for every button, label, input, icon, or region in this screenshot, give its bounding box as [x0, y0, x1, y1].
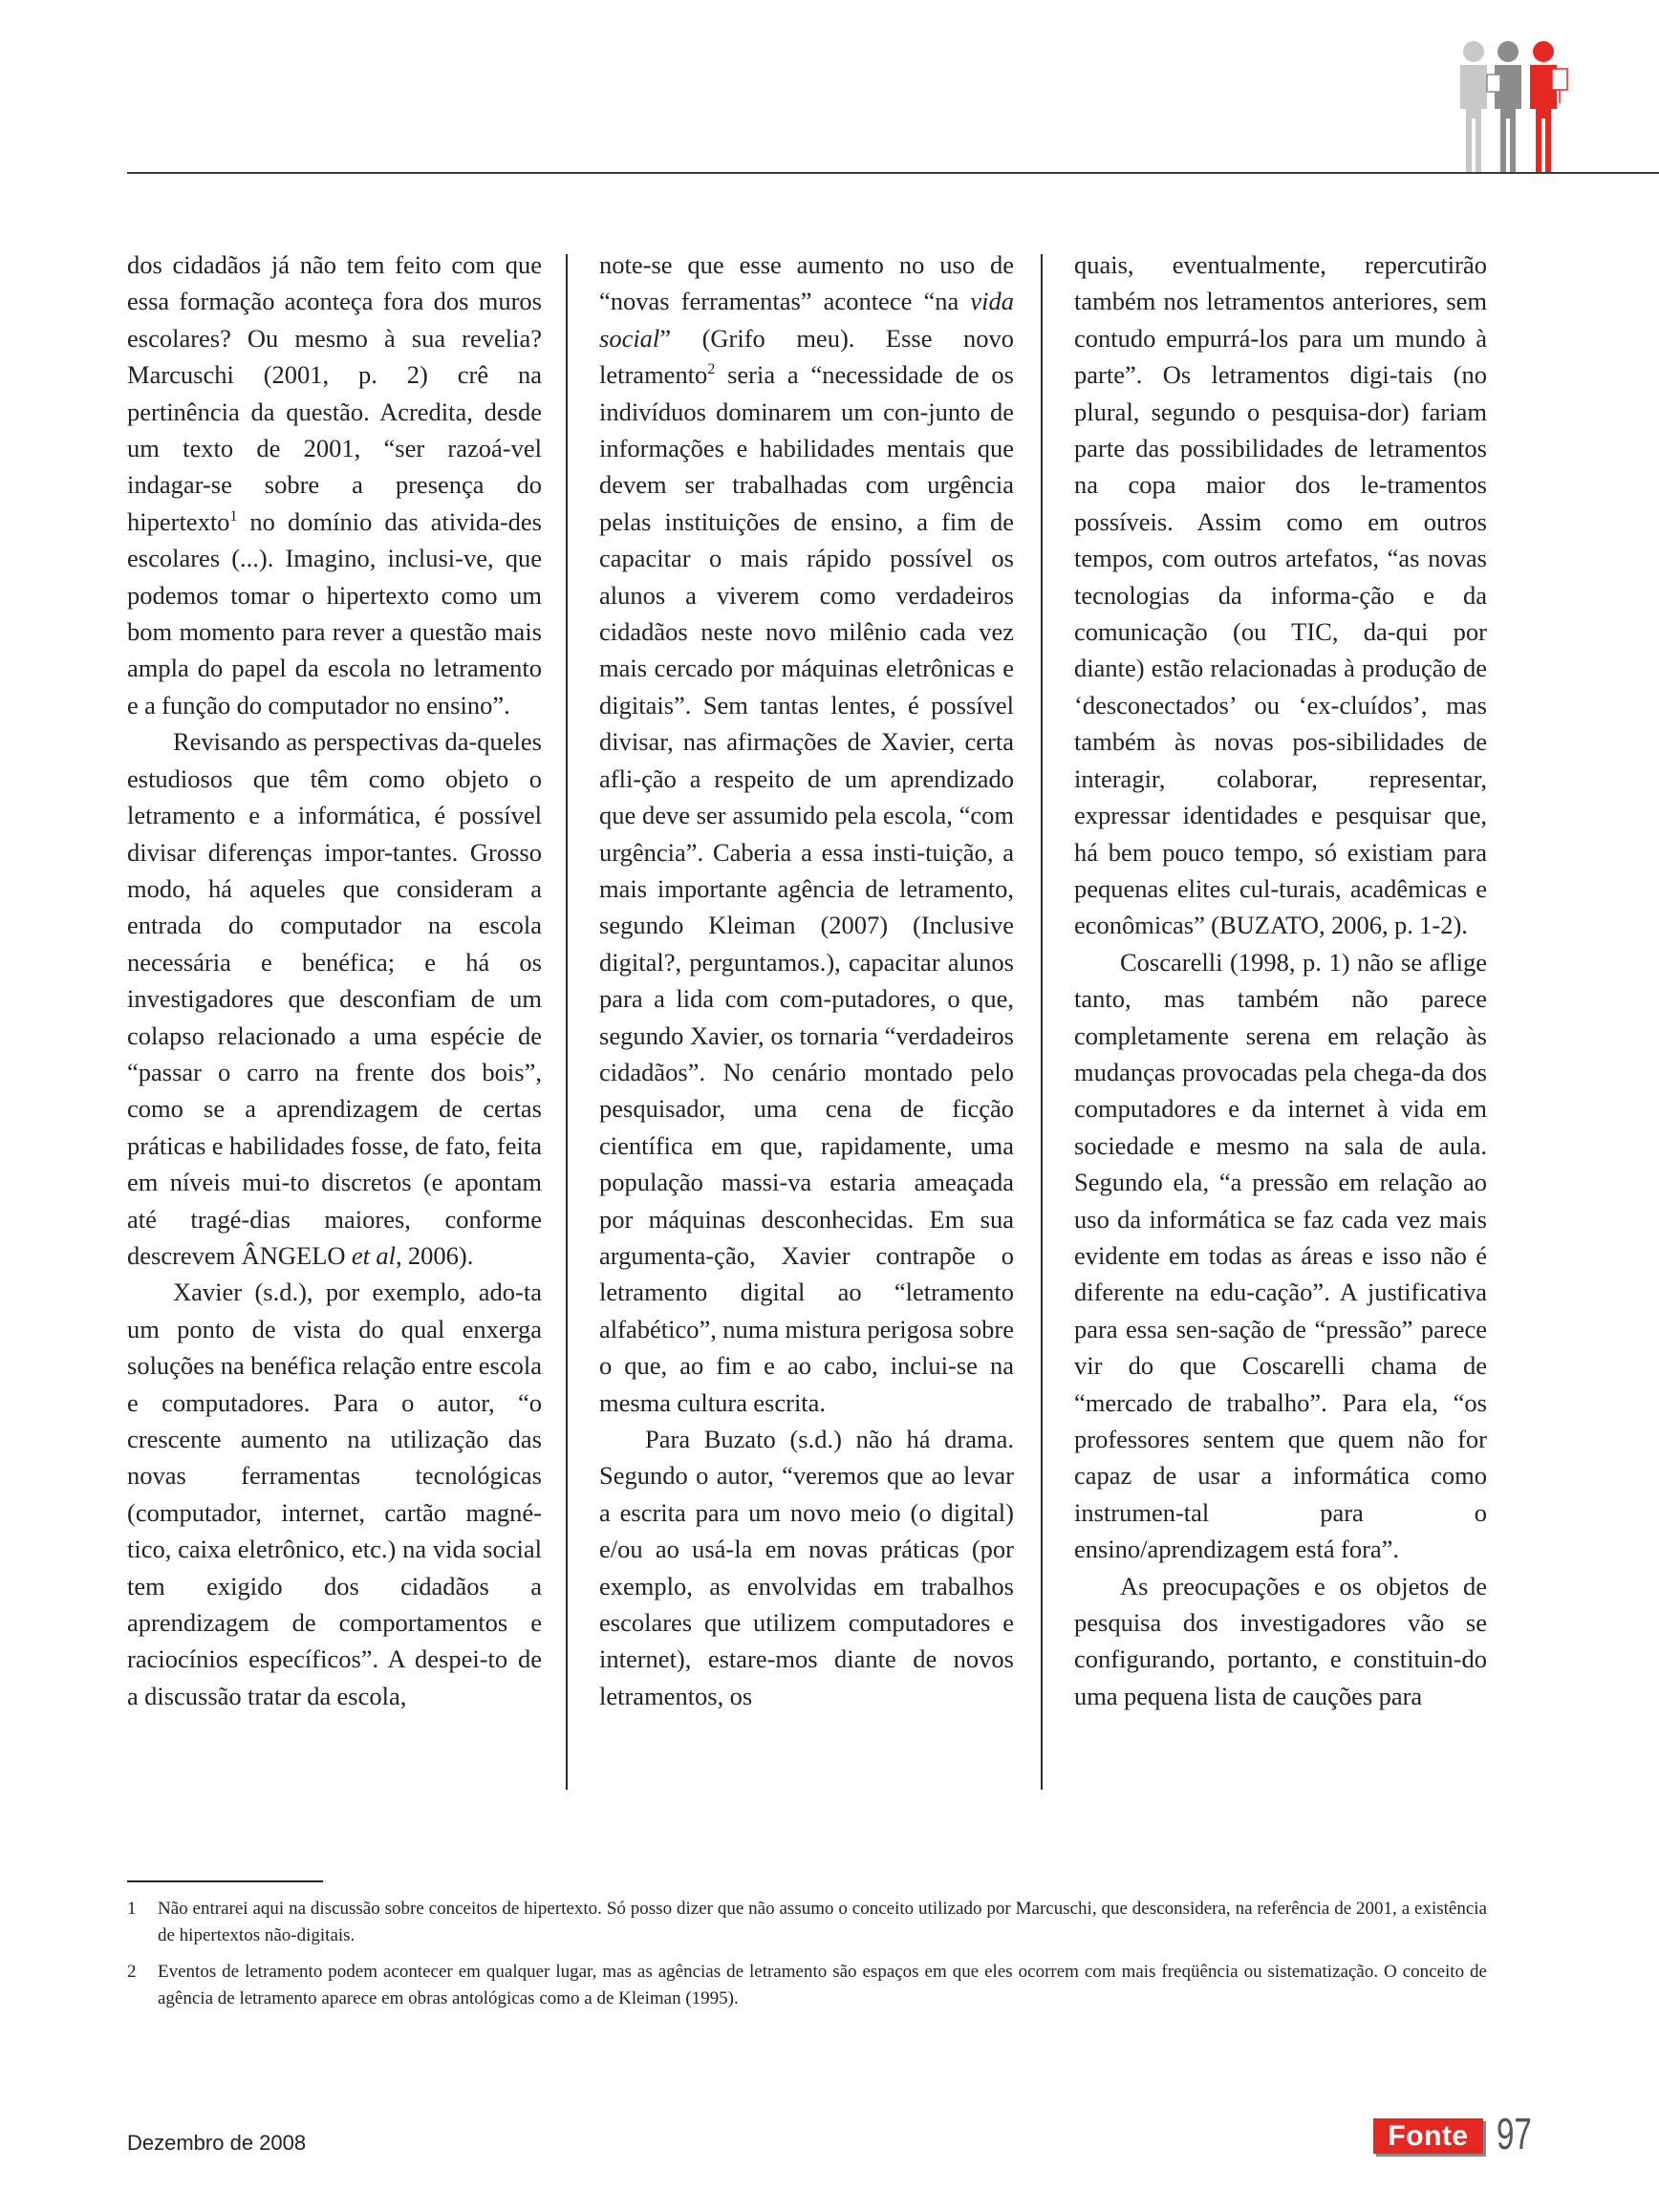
magazine-logo: Fonte	[1373, 2118, 1483, 2154]
footnote-rule	[127, 1880, 323, 1882]
footnote-ref[interactable]: 2	[707, 361, 716, 378]
paragraph: quais, eventualmente, repercutirão também nos letramentos anteriores, sem contudo empurrá-los para um mundo à parte”. Os letramentos digi-tais (no plural, segundo o pesquisa-dor) fariam parte das possibilidades de letramentos na copa maior dos le-tramentos possíveis. Assim como em outros tempos, com outros artefatos, “as novas tecnologias da informa-ção e da comunicação (ou TIC, da-qui por diante) estão relacionadas à produção de ‘desconectados’ ou ‘ex-cluídos’, mas também às novas pos-sibilidades de interagir, colaborar, representar, expressar identidades e pesquisar que, há bem pouco tempo, só existiam para pequenas elites cul-turais, acadêmicas e econômicas” (BUZATO, 2006, p. 1-2).	[1074, 250, 1487, 940]
paragraph: Revisando as perspectivas da-queles estudiosos que têm como objeto o letramento e a informática, é possível divisar diferenças impor-tantes. Grosso modo, há aqueles que consideram a entrada do computador na escola necessária e benéfica; e há os investigadores que desconfiam de um colapso relacionado a uma espécie de “passar o carro na frente dos bois”, como se a aprendizagem de certas práticas e habilidades fosse, de fato, feita em níveis mui-to discretos (e apontam até tragé-dias maiores, conforme descrevem ÂNGELO et al, 2006).	[127, 727, 542, 1270]
three-people-figures-icon	[1453, 40, 1586, 174]
paragraph: Coscarelli (1998, p. 1) não se aflige tanto, mas também não parece completamente serena em relação às mudanças provocadas pela chega-da dos computadores e da internet à vida em sociedade e mesmo na sala de aula. Segundo ela, “a pressão em relação ao uso da informática se faz cada vez mais evidente em todas as áreas e isso não é diferente na edu-cação”. A justificativa para essa sen-sação de “pressão” parece vir do que Coscarelli chama de “mercado de trabalho”. Para ela, “os professores sentem que quem não for capaz de usar a informática como instrumen-tal para o ensino/aprendizagem está fora”.	[1074, 947, 1487, 1564]
header-rule	[127, 172, 1659, 174]
paragraph: dos cidadãos já não tem feito com que essa formação aconteça fora dos muros escolares? Ou mesmo à sua revelia? Marcuschi (2001, p. 2) crê na pertinência da questão. Acredita, desde um texto de 2001, “ser razoá-vel indagar-se sobre a presença do hipertexto$^1$ no domínio das ativida-des escolares (...). Imagino, inclusi-ve, que podemos tomar o hipertexto como um bom momento para rever a questão mais ampla do papel da escola no letramento e a função do computador no ensino”.	[127, 250, 542, 719]
footnote-1	[127, 1896, 1487, 1949]
paragraph: note-se que esse aumento no uso de “novas ferramentas” acontece “na vida social” (Grifo meu). Esse novo letramento$^2$ seria a “necessidade de os indivíduos dominarem um con-junto de informações e habilidades mentais que devem ser trabalhadas com urgência pelas instituições de ensino, a fim de capacitar o mais rápido possível os alunos a viverem como verdadeiros cidadãos neste novo milênio cada vez mais cercado por máquinas eletrônicas e digitais”. Sem tantas lentes, é possível divisar, nas afirmações de Xavier, certa afli-ção a respeito de um aprendizado que deve ser assumido pela escola, “com urgência”. Caberia a essa insti-tuição, a mais importante agência de letramento, segundo Kleiman (2007) (Inclusive digital?, perguntamos.), capacitar alunos para a lida com com-putadores, o que, segundo Xavier, os tornaria “verdadeiros cidadãos”. No cenário montado pelo pesquisador, uma cena de ficção científica em que, rapidamente, uma população massi-va estaria ameaçada por máquinas desconhecidas. Em sua argumenta-ção, Xavier contrapõe o letramento digital ao “letramento alfabético”, numa mistura perigosa sobre o que, ao fim e ao cabo, inclui-se na mesma cultura escrita.	[599, 250, 1014, 1417]
footnote-ref[interactable]: 1	[229, 508, 238, 526]
issue-date: Dezembro de 2008	[127, 2131, 307, 2155]
footnotes	[127, 1896, 1487, 2022]
footnote-2	[127, 1959, 1487, 2012]
text-column-2	[599, 247, 1014, 1714]
column-divider	[566, 254, 568, 1790]
paragraph: As preocupações e os objetos de pesquisa dos investigadores vão se configurando, portanto, e constituin-do uma pequena lista de cauções para	[1074, 1571, 1487, 1710]
text-column-3	[1074, 247, 1487, 1714]
footnote-text: Não entrarei aqui na discussão sobre conceitos de hipertexto. Só posso dizer que não assumo o conceito utilizado por Marcuschi, que desconsidera, na referência de 2001, a existência de hipertextos não-digitais.	[158, 1899, 1487, 1945]
footnote-number: 1	[127, 1899, 137, 1919]
page-number: 97	[1497, 2109, 1532, 2158]
column-divider	[1041, 254, 1043, 1790]
paragraph: Para Buzato (s.d.) não há drama. Segundo o autor, “veremos que ao levar a escrita para um novo meio (o digital) e/ou ao usá-la em novas práticas (por exemplo, as envolvidas em trabalhos escolares que utilizem computadores e internet), estare-mos diante de novos letramentos, os	[599, 1425, 1014, 1710]
footnote-text: Eventos de letramento podem acontecer em qualquer lugar, mas as agências de letramento são espaços em que eles ocorrem com mais freqüência ou sistematização. O conceito de agência de letramento aparece em obras antológicas como a de Kleiman (1995).	[158, 1962, 1487, 2008]
paragraph: Xavier (s.d.), por exemplo, ado-ta um ponto de vista do qual enxerga soluções na benéfica relação entre escola e computadores. Para o autor, “o crescente aumento na utilização das novas ferramentas tecnológicas (computador, internet, cartão magné-tico, caixa eletrônico, etc.) na vida social tem exigido dos cidadãos a aprendizagem de comportamentos e raciocínios específicos”. A despei-to de a discussão tratar da escola,	[127, 1278, 542, 1710]
text-column-1	[127, 247, 542, 1714]
footnote-number: 2	[127, 1962, 137, 1982]
